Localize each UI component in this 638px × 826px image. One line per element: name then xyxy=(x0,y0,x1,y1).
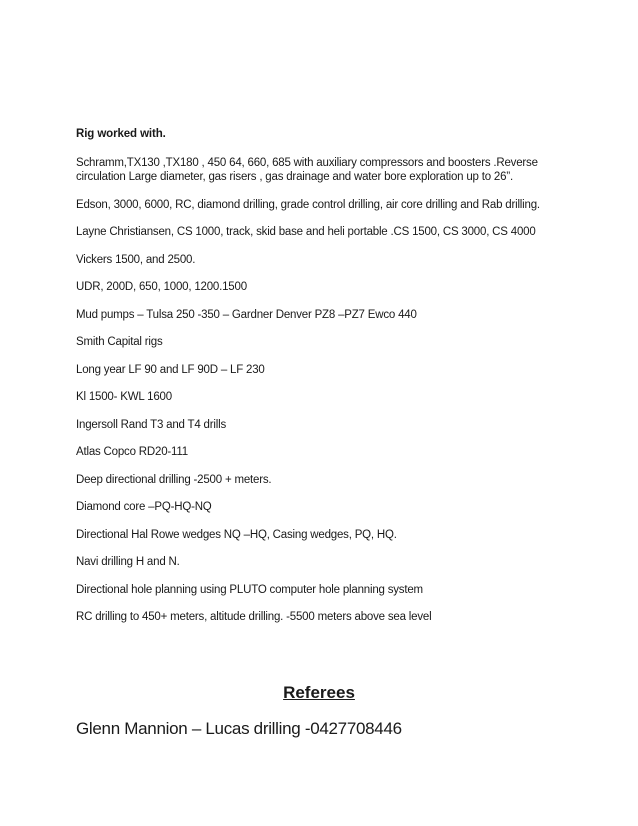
rig-item: Layne Christiansen, CS 1000, track, skid base and heli portable .CS 1500, CS 3000, CS 4000 xyxy=(76,226,536,238)
referee-entry: Glenn Mannion – Lucas drilling -0427708446 xyxy=(76,719,402,738)
rig-item: Directional hole planning using PLUTO computer hole planning system xyxy=(76,583,423,596)
rig-item: Schramm,TX130 ,TX180 , 450 64, 660, 685 with auxiliary compressors and boosters .Reverse circulation Large diameter, gas risers , gas drainage and water bore exploration up to 26”. xyxy=(76,157,538,183)
rig-item: Long year LF 90 and LF 90D – LF 230 xyxy=(76,363,265,376)
rig-item: Vickers 1500, and 2500. xyxy=(76,253,196,266)
rig-section-heading: Rig worked with. xyxy=(76,128,166,140)
rig-item: Ingersoll Rand T3 and T4 drills xyxy=(76,418,226,431)
referees-heading: Referees xyxy=(283,683,355,702)
rig-item: RC drilling to 450+ meters, altitude drilling. -5500 meters above sea level xyxy=(76,611,432,623)
rig-item: Edson, 3000, 6000, RC, diamond drilling, grade control drilling, air core drilling and Rab drilling. xyxy=(76,198,540,211)
rig-item: UDR, 200D, 650, 1000, 1200.1500 xyxy=(76,281,247,293)
rig-item: Atlas Copco RD20-111 xyxy=(76,446,188,458)
rig-item: Smith Capital rigs xyxy=(76,336,163,348)
rig-list xyxy=(76,156,576,638)
rig-item: Diamond core –PQ-HQ-NQ xyxy=(76,501,212,513)
rig-item: Deep directional drilling -2500 + meters. xyxy=(76,473,272,486)
rig-item: Kl 1500- KWL 1600 xyxy=(76,391,172,403)
rig-item: Navi drilling H and N. xyxy=(76,556,180,568)
rig-item: Directional Hal Rowe wedges NQ –HQ, Casing wedges, PQ, HQ. xyxy=(76,528,397,541)
rig-item: Mud pumps – Tulsa 250 -350 – Gardner Denver PZ8 –PZ7 Ewco 440 xyxy=(76,308,417,321)
